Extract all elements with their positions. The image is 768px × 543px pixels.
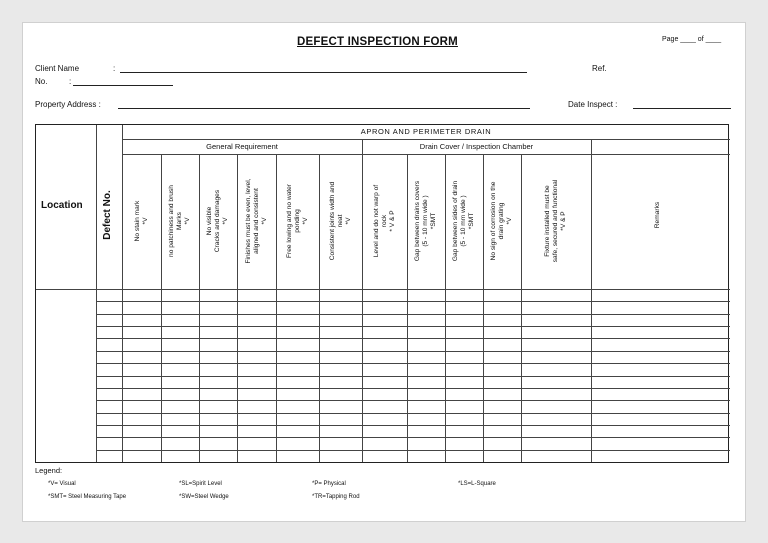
inspection-table: APRON AND PERIMETER DRAIN General Requirement Drain Cover / Inspection Chamber Location Defect No. No stain mark *V no patchiness and brush Marks *V No visible Cracks and damages *V Finishes must be even, level, aligned and consistent *V Free lowing and no water ponding *V Consistent joints width and neat *V Level and do not warp of rock * V & P Gap between drains covers (5 - 10 mm wide ) *SMT Gap between sides of drain (5 - 10 mm wide ) *SMT No sign of corrosion on the drain grating *V Fixture installed must be safe, secured and functional *V & P Remarks bbox=[35, 124, 729, 463]
group-drain-cover: Drain Cover / Inspection Chamber bbox=[419, 142, 534, 151]
table-row bbox=[96, 437, 730, 438]
column-divider bbox=[319, 154, 320, 462]
legend-item: *SL=Spirit Level bbox=[179, 481, 222, 487]
table-row bbox=[96, 450, 730, 451]
client-name-field[interactable] bbox=[120, 72, 527, 73]
client-name-label: Client Name bbox=[35, 64, 80, 73]
date-inspect-label: Date Inspect : bbox=[568, 100, 618, 109]
column-divider bbox=[483, 154, 484, 462]
column-divider bbox=[407, 154, 408, 462]
table-row bbox=[96, 376, 730, 377]
property-address-label: Property Address : bbox=[35, 100, 101, 109]
table-row bbox=[96, 388, 730, 389]
column-divider bbox=[276, 154, 277, 462]
no-label: No. bbox=[35, 77, 48, 86]
group-general-requirement: General Requirement bbox=[206, 142, 278, 151]
column-divider bbox=[199, 154, 200, 462]
no-colon: : bbox=[69, 77, 72, 86]
column-divider bbox=[161, 154, 162, 462]
table-row bbox=[96, 338, 730, 339]
legend-item: *V= Visual bbox=[48, 481, 76, 487]
no-field[interactable] bbox=[73, 85, 173, 86]
column-divider bbox=[237, 154, 238, 462]
table-row bbox=[96, 326, 730, 327]
ref-label: Ref. bbox=[592, 64, 607, 73]
page-number-field: Page ____ of ____ bbox=[662, 36, 722, 43]
form-title: DEFECT INSPECTION FORM bbox=[297, 36, 458, 48]
column-divider bbox=[521, 154, 522, 462]
table-row bbox=[96, 314, 730, 315]
column-divider bbox=[445, 154, 446, 462]
client-name-colon: : bbox=[113, 64, 116, 73]
property-address-field[interactable] bbox=[118, 108, 530, 109]
legend-item: *SW=Steel Wedge bbox=[179, 494, 229, 500]
table-row bbox=[96, 413, 730, 414]
table-row bbox=[96, 351, 730, 352]
legend-item: *TR=Tapping Rod bbox=[312, 494, 360, 500]
table-row bbox=[96, 301, 730, 302]
section-title: APRON AND PERIMETER DRAIN bbox=[360, 127, 492, 136]
date-inspect-field[interactable] bbox=[633, 108, 731, 109]
table-row bbox=[96, 400, 730, 401]
location-header: Location bbox=[41, 200, 83, 211]
legend-title: Legend: bbox=[35, 466, 63, 475]
table-row bbox=[96, 363, 730, 364]
legend-item: *LS=L-Square bbox=[458, 481, 496, 487]
table-row bbox=[96, 425, 730, 426]
legend-item: *SMT= Steel Measuring Tape bbox=[48, 494, 127, 500]
legend-item: *P= Physical bbox=[312, 481, 346, 487]
